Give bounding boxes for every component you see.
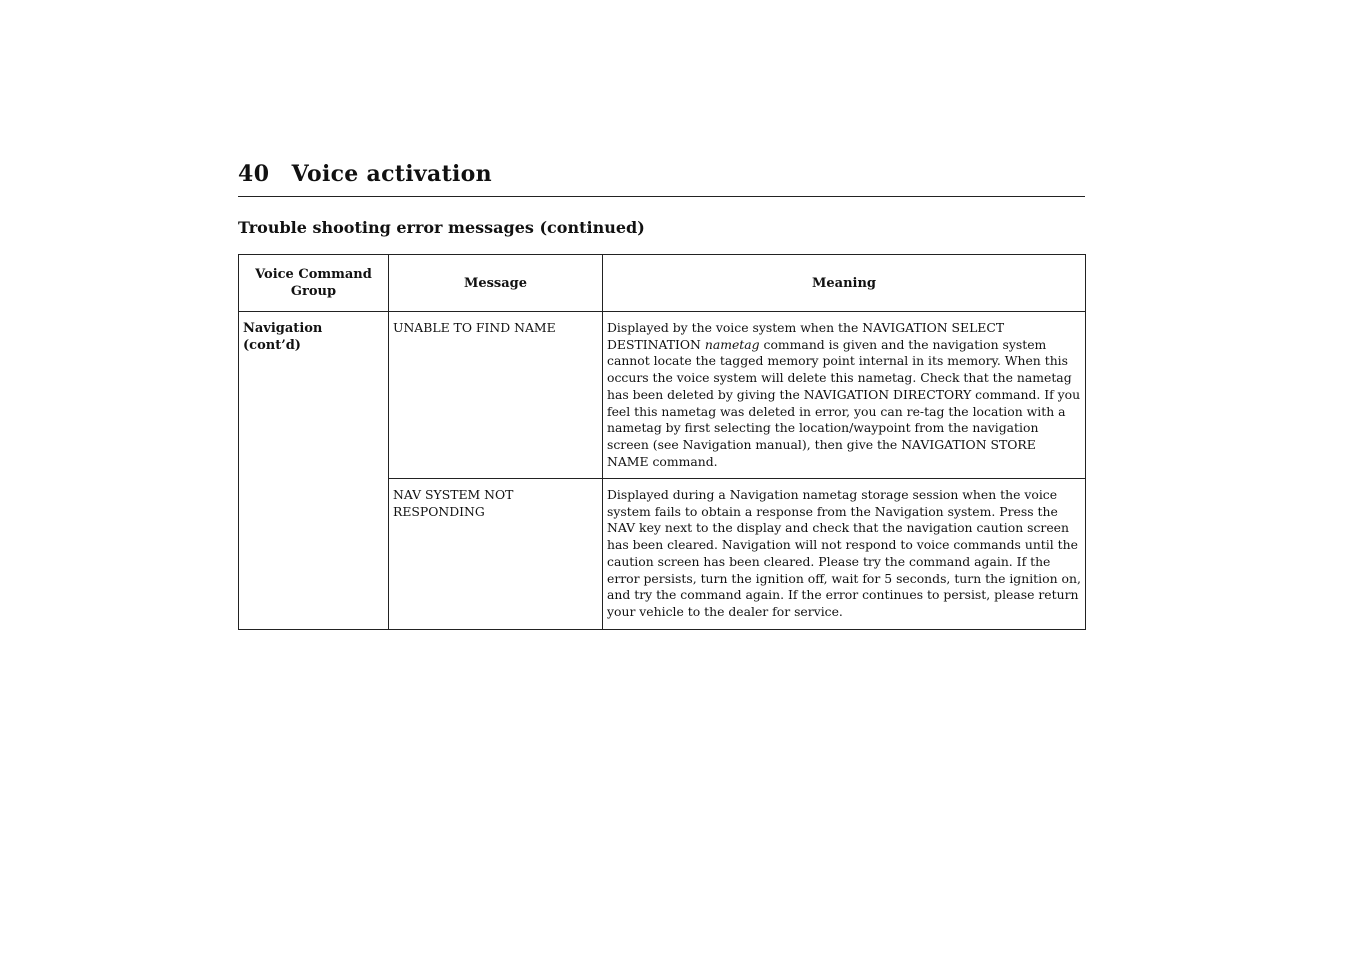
message-text: NAV SYSTEM NOT RESPONDING [393, 487, 514, 519]
message-cell [389, 479, 603, 630]
column-header-message: Message [389, 255, 603, 312]
table-row [239, 312, 1086, 479]
page-title: Voice activation [291, 161, 492, 187]
meaning-text-part1: Displayed by the voice system when the NAVIGATION SELECT DESTINATION [607, 320, 1005, 352]
meaning-text-italic: nametag [704, 336, 760, 352]
column-header-meaning: Meaning [603, 255, 1086, 312]
message-cell [389, 312, 603, 479]
table-header-row [239, 255, 1086, 312]
group-label: Navigation (cont’d) [243, 321, 323, 353]
column-header-group [239, 255, 389, 312]
page-header [238, 158, 1085, 197]
section-heading: Trouble shooting error messages (continued) [238, 218, 645, 237]
column-header-group-label: Voice Command Group [255, 267, 372, 299]
meaning-cell [603, 312, 1086, 479]
meaning-text: Displayed during a Navigation nametag storage session when the voice system fails to obtain a response from the Navigation system. Press the NAV key next to the display and check that the navigation caution screen has been cleared. Navigation will not respond to voice commands until the caution screen has been cleared. Please try the command again. If the error persists, turn the ignition off, wait for 5 seconds, turn the ignition on, and try the command again. If the error continues to persist, please return your vehicle to the dealer for service. [607, 487, 1081, 619]
meaning-text [603, 312, 1085, 476]
page-number: 40 [238, 161, 270, 187]
message-text: UNABLE TO FIND NAME [393, 320, 556, 335]
meaning-text-part2: command is given and the navigation system cannot locate the tagged memory point internal in its memory. When this occurs the voice system will delete this nametag. Check that the nametag has been deleted by giving the NAVIGATION DIRECTORY command. If you feel this nametag was deleted in error, you can re-tag the location with a nametag by first selecting the location/waypoint from the navigation screen (see Navigation manual), then give the NAVIGATION STORE NAME command. [607, 336, 1081, 469]
group-cell [239, 312, 389, 630]
meaning-cell [603, 479, 1086, 630]
error-messages-table [238, 254, 1086, 630]
